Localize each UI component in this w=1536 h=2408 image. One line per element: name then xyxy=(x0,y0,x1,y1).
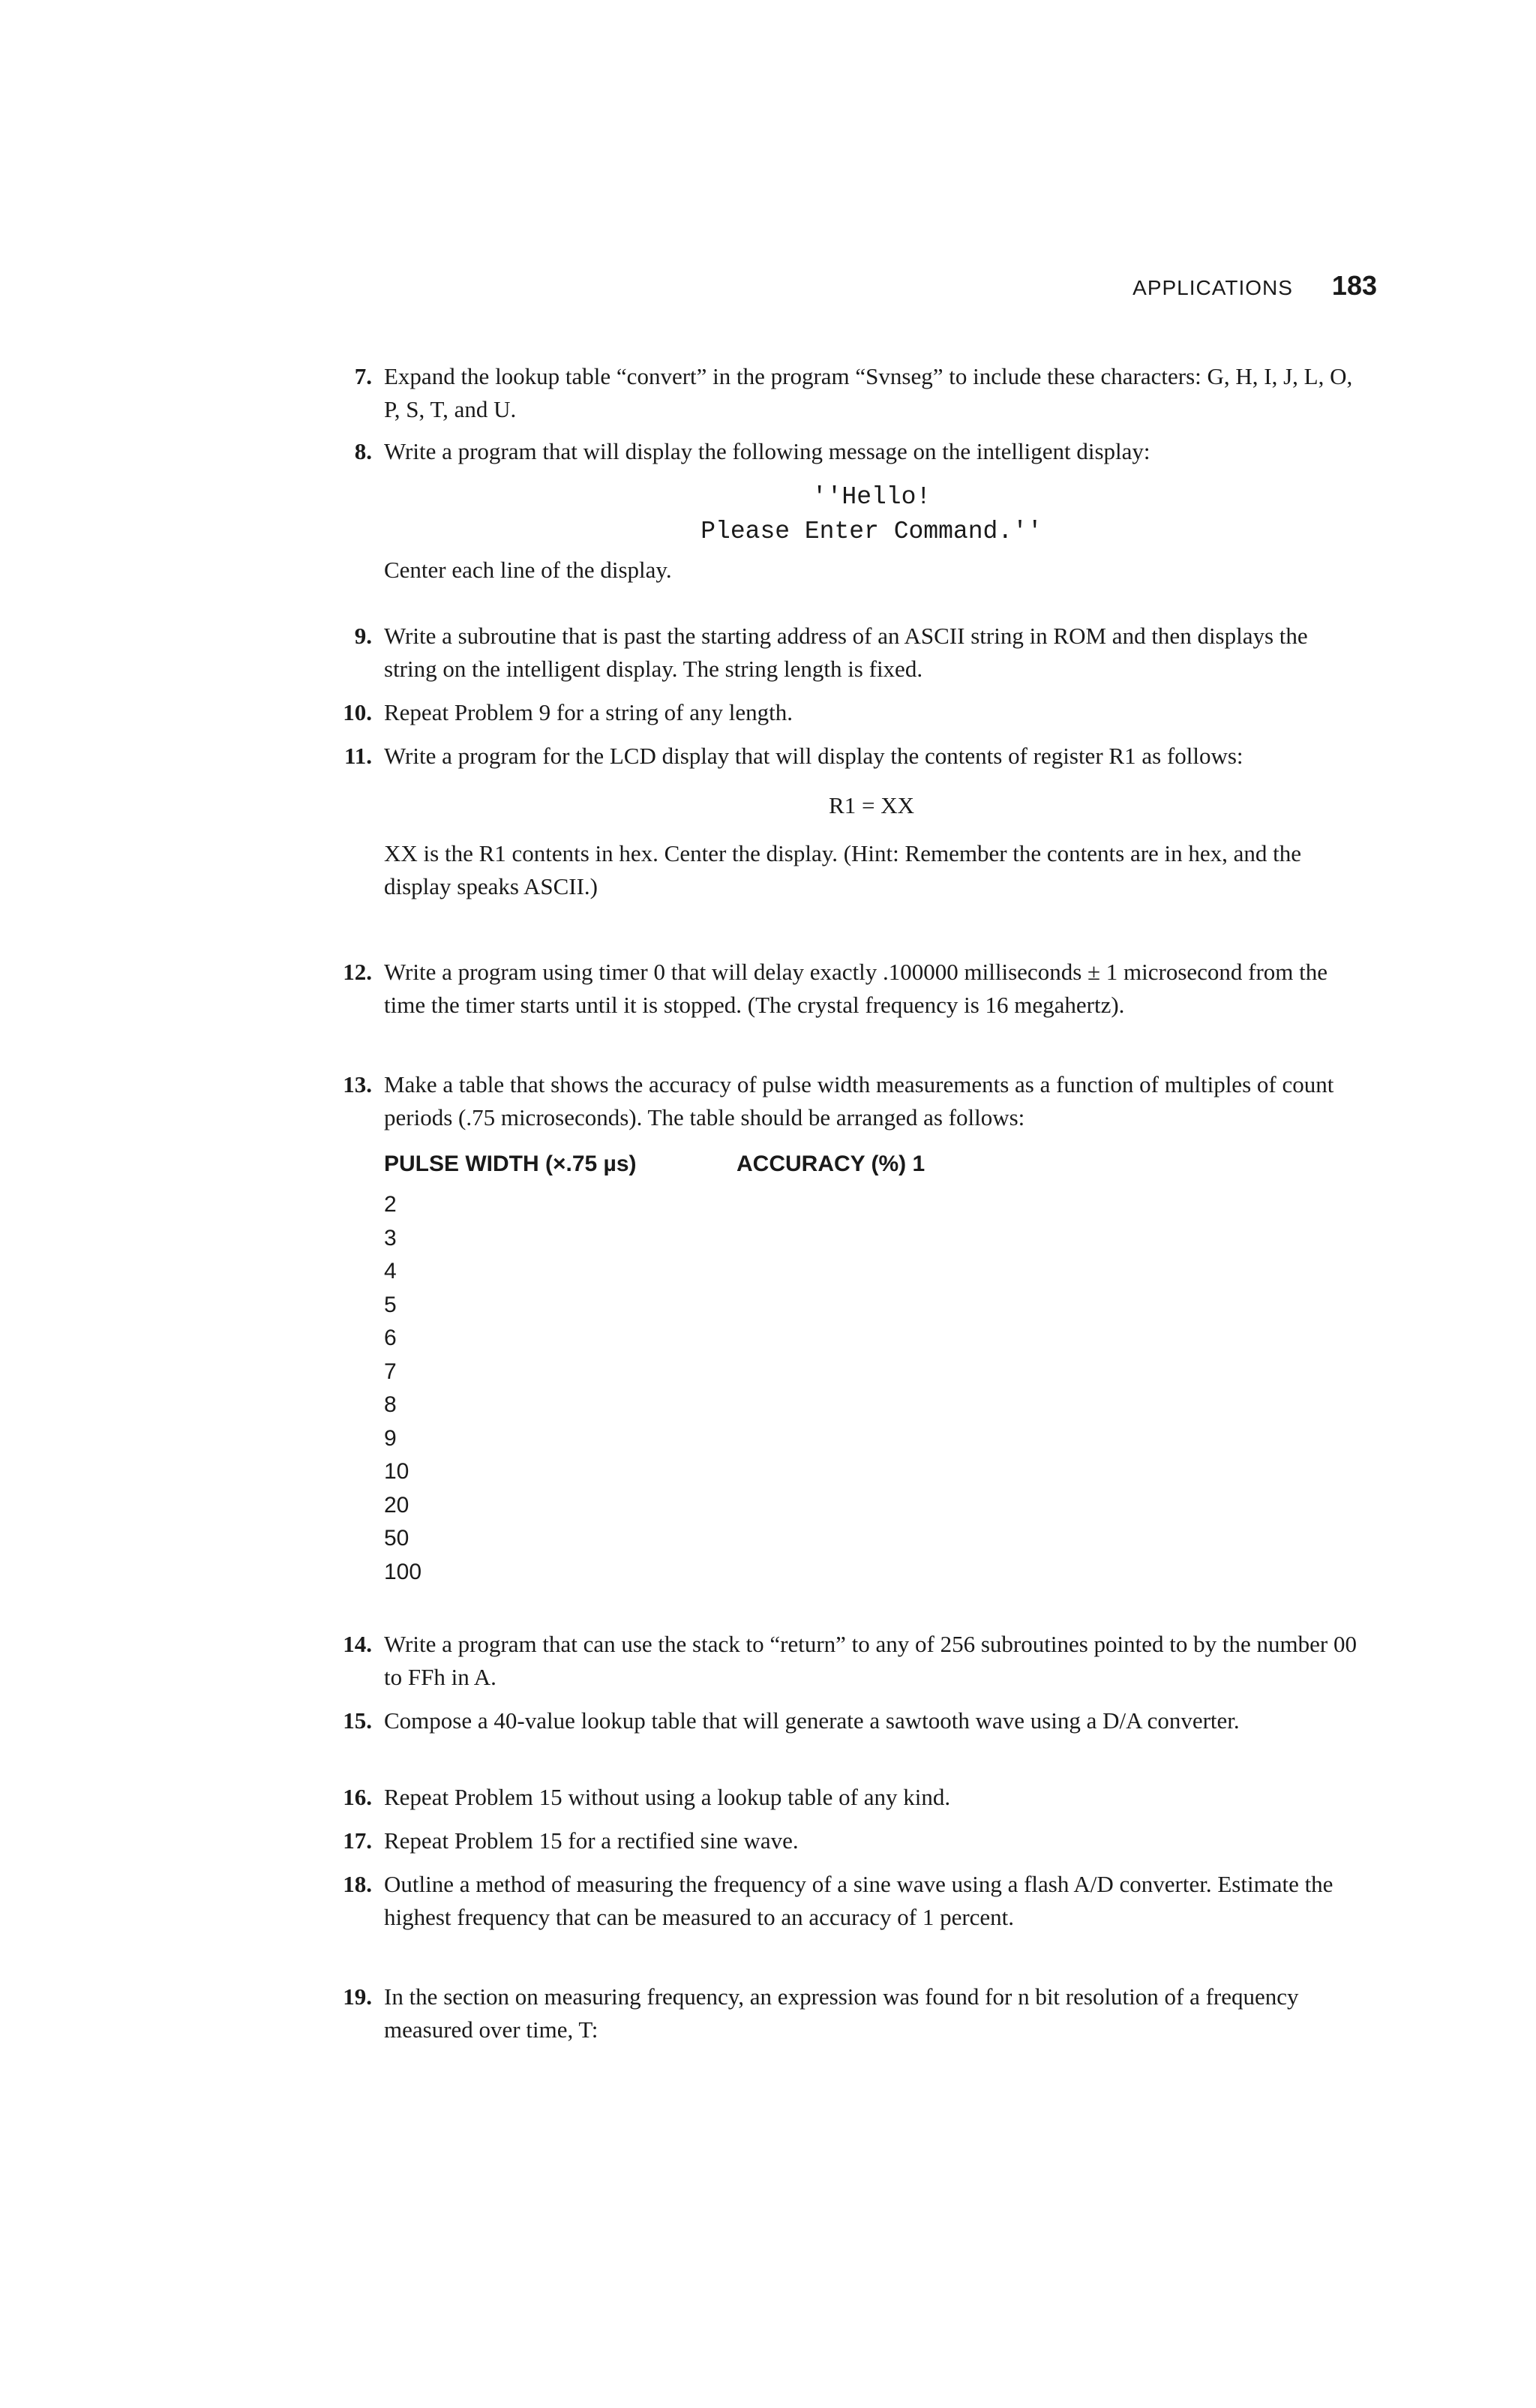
table-row: 5 xyxy=(384,1292,397,1317)
problem-text: Write a program using timer 0 that will delay exactly .100000 milliseconds ± 1 microsecond from the time the timer starts until it is stopped. (The crystal frequency is 16 megahertz). xyxy=(384,959,1328,1018)
table-header-pulse-width: PULSE WIDTH (×.75 µs) xyxy=(384,1151,637,1176)
problem-number: 19. xyxy=(343,1983,372,2010)
problem-number: 18. xyxy=(343,1871,372,1897)
problem-text: Make a table that shows the accuracy of pulse width measurements as a function of multiples of count periods (.75 microseconds). The table should be arranged as follows: xyxy=(384,1071,1334,1130)
problem-text: Compose a 40-value lookup table that will generate a sawtooth wave using a D/A converter. xyxy=(384,1707,1240,1734)
problem-number: 14. xyxy=(343,1631,372,1657)
running-title: APPLICATIONS xyxy=(1132,276,1293,299)
table-row: 20 xyxy=(384,1492,410,1518)
problem-number: 8. xyxy=(354,438,372,464)
problem-8 xyxy=(354,435,1359,587)
table-row: 10 xyxy=(384,1459,410,1484)
table-row: 7 xyxy=(384,1359,397,1384)
problem-10 xyxy=(343,696,1359,729)
problem-17 xyxy=(343,1824,1359,1857)
problem-12 xyxy=(343,956,1359,1022)
problem-number: 15. xyxy=(343,1707,372,1734)
problem-number: 11. xyxy=(344,743,372,769)
problem-13 xyxy=(343,1068,1359,1589)
problem-9 xyxy=(354,620,1359,686)
problem-14 xyxy=(343,1628,1359,1694)
display-message-line-1: ''Hello! xyxy=(812,483,932,511)
problem-11 xyxy=(344,740,1359,903)
problem-text: Write a subroutine that is past the starting address of an ASCII string in ROM and then displays the string on the intelligent display. The string length is fixed. xyxy=(384,623,1308,682)
page-number: 183 xyxy=(1331,270,1377,301)
problem-text: Expand the lookup table “convert” in the program “Svnseg” to include these characters: G, H, I, J, L, O, P, S, T, and U. xyxy=(384,363,1353,422)
problem-text: In the section on measuring frequency, an expression was found for n bit resolution of a frequency measured over time, T: xyxy=(384,1983,1299,2043)
page-header xyxy=(1132,270,1377,302)
table-row: 3 xyxy=(384,1225,397,1251)
table-row: 8 xyxy=(384,1392,397,1417)
problem-15 xyxy=(343,1704,1359,1737)
problem-text: Repeat Problem 9 for a string of any length. xyxy=(384,699,793,725)
problem-text: Outline a method of measuring the frequency of a sine wave using a flash A/D converter. Estimate the highest frequency that can be measured to an accuracy of 1 percent. xyxy=(384,1871,1334,1930)
problem-note: Center each line of the display. xyxy=(384,557,672,583)
table-row: 9 xyxy=(384,1425,397,1451)
table-row: 4 xyxy=(384,1259,397,1284)
problem-7 xyxy=(354,360,1359,426)
problem-19 xyxy=(343,1980,1359,2046)
problem-text: Repeat Problem 15 without using a lookup table of any kind. xyxy=(384,1784,951,1810)
table-row: 50 xyxy=(384,1526,410,1551)
table-header-accuracy: ACCURACY (%) 1 xyxy=(736,1151,926,1176)
problem-18 xyxy=(343,1868,1359,1934)
problem-text: Write a program that can use the stack to “return” to any of 256 subroutines pointed to by the number 00 to FFh in A. xyxy=(384,1631,1357,1690)
problem-16 xyxy=(343,1781,1359,1814)
problem-number: 17. xyxy=(343,1827,372,1854)
problem-text: Write a program for the LCD display that will display the contents of register R1 as follows: xyxy=(384,743,1244,769)
table-rows xyxy=(384,1188,1359,1589)
problem-note: XX is the R1 contents in hex. Center the display. (Hint: Remember the contents are in hex, and the display speaks ASCII.) xyxy=(384,840,1302,899)
display-formula: R1 = XX xyxy=(829,792,914,818)
problem-number: 10. xyxy=(343,699,372,725)
problem-number: 12. xyxy=(343,959,372,985)
table-header xyxy=(384,1148,1359,1181)
problem-number: 9. xyxy=(354,623,372,649)
table-row: 6 xyxy=(384,1326,397,1350)
table-row: 100 xyxy=(384,1559,422,1584)
problem-text: Repeat Problem 15 for a rectified sine wave. xyxy=(384,1827,799,1854)
problem-number: 7. xyxy=(354,363,372,389)
table-row: 2 xyxy=(384,1192,397,1217)
problem-number: 13. xyxy=(343,1071,372,1097)
problem-number: 16. xyxy=(343,1784,372,1810)
display-message-line-2: Please Enter Command.'' xyxy=(700,518,1042,545)
problem-text: Write a program that will display the following message on the intelligent display: xyxy=(384,438,1150,464)
